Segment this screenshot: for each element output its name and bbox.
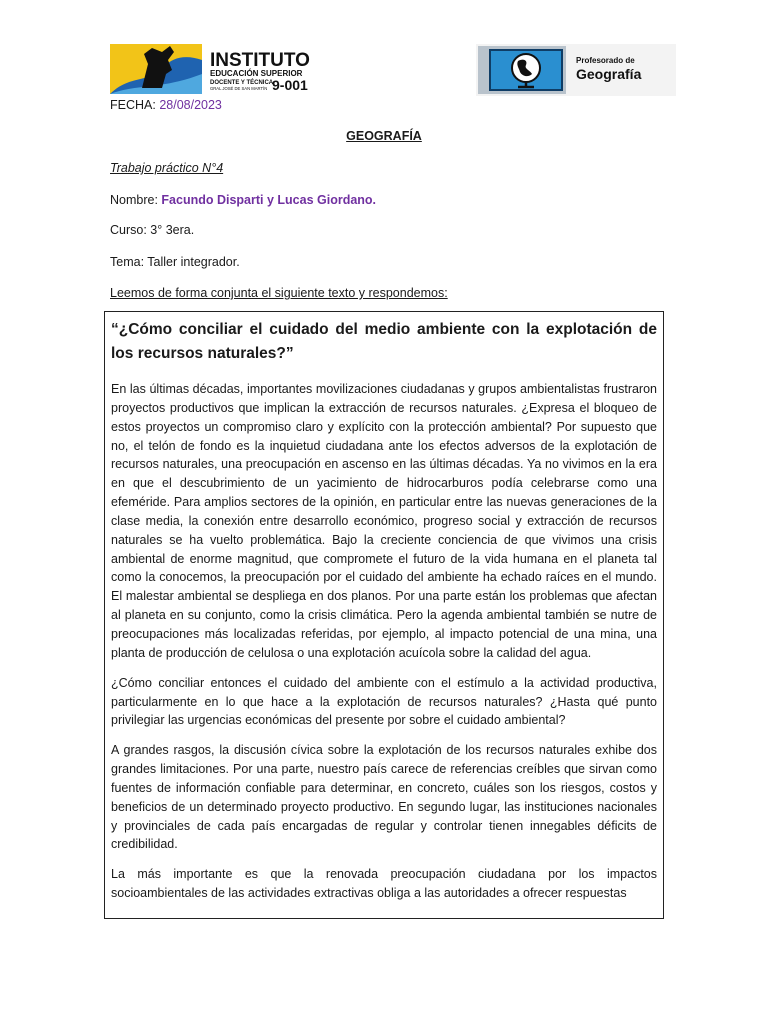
article-paragraph-1: En las últimas décadas, importantes movilizaciones ciudadanas y grupos ambientalistas frustraron proyectos productivos que implican la extracción de recursos naturales. ¿Expresa el bloqueo de estos proyectos un compromiso claro y explícito con la protección ambiental? Por supuesto que no, el telón de fondo es la inquietud ciudadana ante los efectos adversos de la explotación de recursos naturales, una preocupación en ascenso en las últimas décadas. Ya no vivimos en la era en que el descubrimiento de un yacimiento de hidrocarburos podía celebrarse como una efeméride. Para amplios sectores de la opinión, en particular entre las nuevas generaciones de la clase media, la conexión entre desarrollo económico, progreso social y extracción de recursos naturales se ha vuelto problemática. Bajo la creciente conciencia de que vivimos una crisis ambiental de enorme magnitud, que compromete el futuro de la vida humana en el planeta tal como la conocemos, la preocupación por el cuidado del ambiente ha echado raíces en el mundo. El malestar ambiental se despliega en dos planos. Por una parte están los problemas que afectan al planeta en su conjunto, como la crisis climática. Pero la agenda ambiental también se nutre de preocupaciones más localizadas referidas, por ejemplo, al impacto potencial de una mina, una planta de producción de celulosa o una explotación acuícola sobre la calidad del agua.	[111, 382, 657, 660]
institute-line1: EDUCACIÓN SUPERIOR	[210, 69, 303, 78]
article-paragraph-4: La más importante es que la renovada preocupación ciudadana por los impactos socioambientales de las actividades extractivas obliga a las autoridades a ofrecer respuestas	[111, 867, 657, 901]
name-line	[110, 192, 376, 208]
article-title: “¿Cómo conciliar el cuidado del medio ambiente con la explotación de los recursos naturales?”	[111, 321, 657, 362]
institute-logo	[110, 44, 315, 94]
name-value: Facundo Disparti y Lucas Giordano.	[161, 193, 377, 207]
date-line	[110, 97, 222, 113]
geography-program-logo	[476, 44, 676, 96]
institute-line3: GRAL JOSÉ DE SAN MARTÍN	[210, 86, 268, 91]
course-line: Curso: 3° 3era.	[110, 223, 195, 237]
program-small-text: Profesorado de	[576, 56, 635, 65]
date-value: 28/08/2023	[159, 98, 222, 112]
institute-line2: DOCENTE Y TÉCNICA	[210, 80, 274, 86]
article-paragraph-2: ¿Cómo conciliar entonces el cuidado del ambiente con el estímulo a la actividad productiva, particularmente en lo que hace a la explotación de recursos naturales? ¿Hasta qué punto privilegiar las urgencias económicas del presente por sobre el cuidado ambiental?	[111, 675, 657, 728]
instruction-line: Leemos de forma conjunta el siguiente texto y respondemos:	[110, 286, 448, 300]
subject-heading: GEOGRAFÍA	[346, 129, 422, 143]
practical-work-title: Trabajo práctico N°4	[110, 161, 224, 175]
institute-name: INSTITUTO	[210, 50, 310, 71]
name-label: Nombre:	[110, 193, 162, 207]
institute-number: 9-001	[272, 77, 308, 93]
date-label: FECHA:	[110, 98, 160, 112]
program-big-text: Geografía	[576, 66, 642, 82]
article-paragraph-3: A grandes rasgos, la discusión cívica sobre la explotación de los recursos naturales exhibe dos grandes limitaciones. Por una parte, nuestro país carece de referencias creíbles que sirvan como fuentes de información confiable para determinar, en concreto, cuáles son los riesgos, costos y beneficios de un determinado proyecto productivo. En segundo lugar, las instituciones nacionales y provinciales de cada país encargadas de regular y controlar tienen innegables déficits de credibilidad.	[111, 743, 657, 852]
topic-line: Tema: Taller integrador.	[110, 255, 240, 269]
article-box	[104, 311, 664, 919]
